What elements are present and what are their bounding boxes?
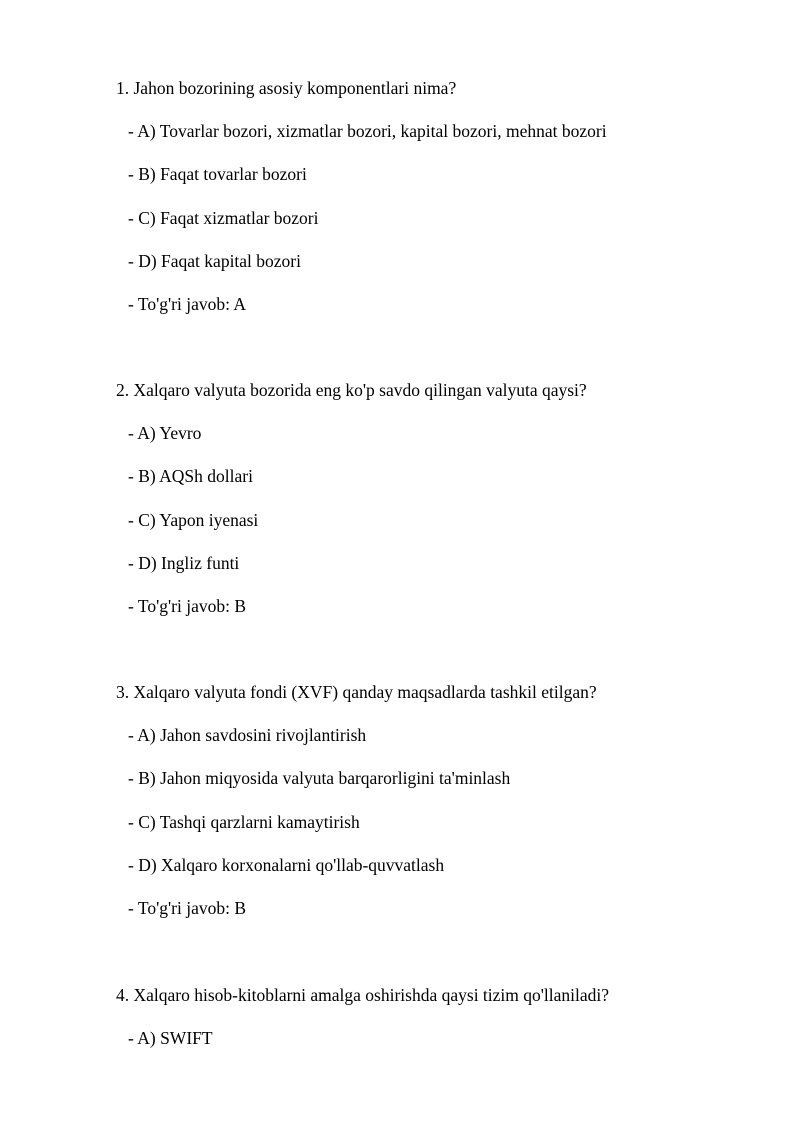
- answer-option: - C) Faqat xizmatlar bozori: [128, 207, 319, 228]
- answer-option: - C) Tashqi qarzlarni kamaytirish: [128, 811, 360, 832]
- answer-option: - A) Tovarlar bozori, xizmatlar bozori, kapital bozori, mehnat bozori: [128, 121, 607, 142]
- question-block: [116, 681, 756, 940]
- answer-option: - A) SWIFT: [128, 1028, 213, 1049]
- answer-option: - D) Faqat kapital bozori: [128, 250, 302, 271]
- answer-option: - D) Ingliz funti: [128, 552, 240, 573]
- answer-option: - B) Faqat tovarlar bozori: [128, 164, 307, 185]
- correct-answer: - To'g'ri javob: B: [128, 897, 247, 918]
- answer-option: - C) Yapon iyenasi: [128, 509, 259, 530]
- question-text: 3. Xalqaro valyuta fondi (XVF) qanday maqsadlarda tashkil etilgan?: [116, 682, 597, 702]
- question-block: [116, 379, 756, 638]
- question-block: [116, 984, 756, 1070]
- answer-option: - A) Yevro: [128, 423, 202, 444]
- answer-option: - B) Jahon miqyosida valyuta barqarorligini ta'minlash: [128, 768, 511, 789]
- correct-answer: - To'g'ri javob: B: [128, 595, 247, 616]
- answer-option: - D) Xalqaro korxonalarni qo'llab-quvvatlash: [128, 854, 445, 875]
- question-block: [116, 77, 756, 336]
- question-text: 2. Xalqaro valyuta bozorida eng ko'p savdo qilingan valyuta qaysi?: [116, 380, 587, 400]
- question-text: 4. Xalqaro hisob-kitoblarni amalga oshirishda qaysi tizim qo'llaniladi?: [116, 985, 610, 1005]
- answer-option: - A) Jahon savdosini rivojlantirish: [128, 725, 367, 746]
- correct-answer: - To'g'ri javob: A: [128, 293, 247, 314]
- answer-option: - B) AQSh dollari: [128, 466, 253, 487]
- question-text: 1. Jahon bozorining asosiy komponentlari nima?: [116, 78, 457, 98]
